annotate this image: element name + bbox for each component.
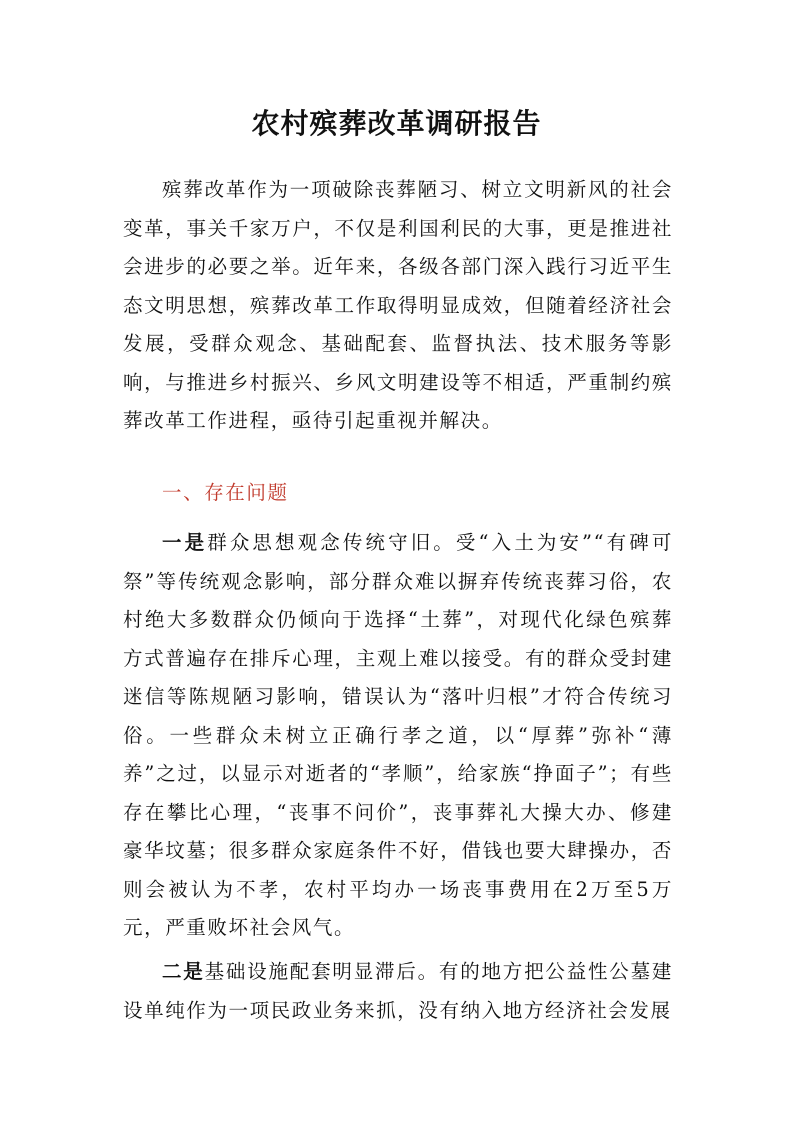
point-text-2: 基础设施配套明显滞后。有的地方把公益性公墓建设单纯作为一项民政业务来抓，没有纳入地方经济社会发展: [123, 960, 674, 1022]
document-title: 农村殡葬改革调研报告: [251, 107, 542, 140]
point-paragraph-1: [123, 524, 673, 948]
section-heading: 一、存在问题: [162, 481, 289, 504]
intro-paragraph: 殡葬改革作为一项破除丧葬陋习、树立文明新风的社会变革，事关千家万户，不仅是利国利民的大事，更是推进社会进步的必要之举。近年来，各级各部门深入践行习近平生态文明思想，殡葬改革工作取得明显成效，但随着经济社会发展，受群众观念、基础配套、监督执法、技术服务等影响，与推进乡村振兴、乡风文明建设等不相适，严重制约殡葬改革工作进程，亟待引起重视并解决。: [123, 178, 673, 432]
point-lead-1: 一是: [162, 531, 208, 554]
point-paragraph-2: [123, 953, 673, 1030]
point-text-1: 群众思想观念传统守旧。受“入土为安”“有碑可祭”等传统观念影响，部分群众难以摒弃传统丧葬习俗，农村绝大多数群众仍倾向于选择“土葬”，对现代化绿色殡葬方式普遍存在排斥心理，主观上难以接受。有的群众受封建迷信等陈规陋习影响，错误认为“落叶归根”才符合传统习俗。一些群众未树立正确行孝之道，以“厚葬”弥补“薄养”之过，以显示对逝者的“孝顺”，给家族“挣面子”；有些存在攀比心理，“丧事不问价”，丧事葬礼大操大办、修建豪华坟墓；很多群众家庭条件不好，借钱也要大肆操办，否则会被认为不孝，农村平均办一场丧事费用在2万至5万元，严重败坏社会风气。: [123, 531, 673, 939]
point-lead-2: 二是: [162, 960, 205, 983]
